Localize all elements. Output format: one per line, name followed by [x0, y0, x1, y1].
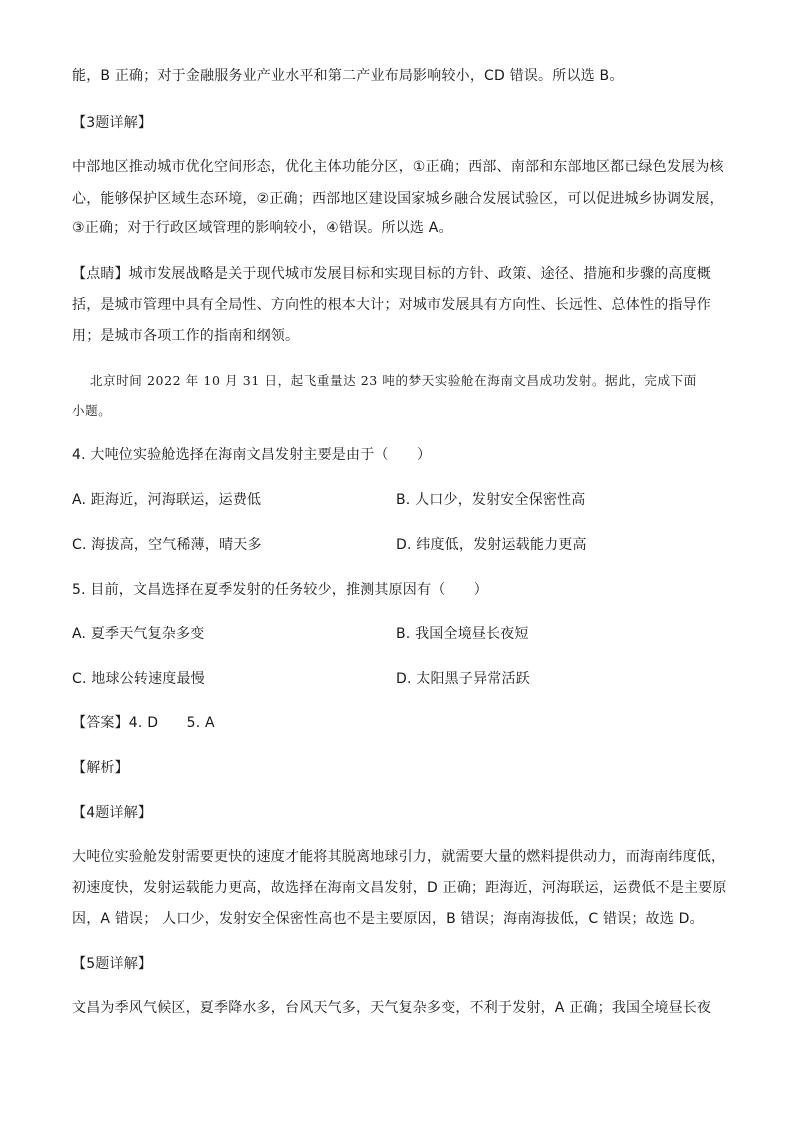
question-4-option-a: A. 距海近，河海联运，运费低	[72, 492, 262, 508]
question-4-stem: 4. 大吨位实验舱选择在海南文昌发射主要是由于（ ）	[72, 447, 432, 463]
question-5-option-c: C. 地球公转速度最慢	[72, 671, 205, 687]
paragraph-q4-line3: 因，A 错误； 人口少，发射安全保密性高也不是主要原因，B 错误；海南海拔低，C 错误；故选 D。	[72, 911, 704, 927]
question-4-option-c: C. 海拔高，空气稀薄，晴天多	[72, 537, 262, 553]
question-intro-line1: 北京时间 2022 年 10 月 31 日，起飞重量达 23 吨的梦天实验舱在海南文昌成功发射。据此，完成下面	[90, 373, 697, 388]
question-intro-line2: 小题。	[72, 403, 112, 418]
question-5-option-d: D. 太阳黑子异常活跃	[396, 671, 530, 687]
question-5-option-b: B. 我国全境昼长夜短	[396, 626, 529, 642]
dianjing-line2: 括，是城市管理中具有全局性、方向性的根本大计；对城市发展具有方向性、长远性、总体性的指导作	[72, 297, 711, 313]
dianjing-line1: 【点睛】城市发展战略是关于现代城市发展目标和实现目标的方针、政策、途径、措施和步骤的高度概	[72, 266, 711, 282]
question-5-stem: 5. 目前，文昌选择在夏季发射的任务较少，推测其原因有（ ）	[72, 582, 489, 598]
heading-q3-detail: 【3题详解】	[72, 115, 153, 131]
paragraph-q2-tail: 能，B 正确；对于金融服务业产业水平和第二产业布局影响较小，CD 错误。所以选 B。	[72, 68, 624, 84]
paragraph-q5-line1: 文昌为季风气候区，夏季降水多，台风天气多，天气复杂多变，不利于发射，A 正确；我国全境昼长夜	[72, 1000, 712, 1016]
paragraph-q4-line1: 大吨位实验舱发射需要更快的速度才能将其脱离地球引力，就需要大量的燃料提供动力，而海南纬度低，	[72, 849, 726, 865]
dianjing-line3: 用；是城市各项工作的指南和纲领。	[72, 328, 300, 344]
heading-q4-detail: 【4题详解】	[72, 805, 153, 821]
paragraph-q3-line3: ③正确；对于行政区域管理的影响较小，④错误。所以选 A。	[72, 220, 453, 236]
question-5-option-a: A. 夏季天气复杂多变	[72, 626, 205, 642]
question-4-option-d: D. 纬度低，发射运载能力更高	[396, 537, 587, 553]
answer-line: 【答案】4. D 5. A	[72, 715, 215, 731]
paragraph-q3-line1: 中部地区推动城市优化空间形态，优化主体功能分区，①正确；西部、南部和东部地区都已绿色发展为核	[72, 159, 724, 175]
heading-jiexi: 【解析】	[72, 760, 129, 776]
paragraph-q3-line2: 心，能够保护区域生态环境，②正确；西部地区建设国家城乡融合发展试验区，可以促进城乡协调发展，	[72, 191, 724, 207]
paragraph-q4-line2: 初速度快，发射运载能力更高，故选择在海南文昌发射，D 正确；距海近，河海联运，运费低不是主要原	[72, 880, 727, 896]
question-4-option-b: B. 人口少，发射安全保密性高	[396, 492, 586, 508]
heading-q5-detail: 【5题详解】	[72, 956, 153, 972]
